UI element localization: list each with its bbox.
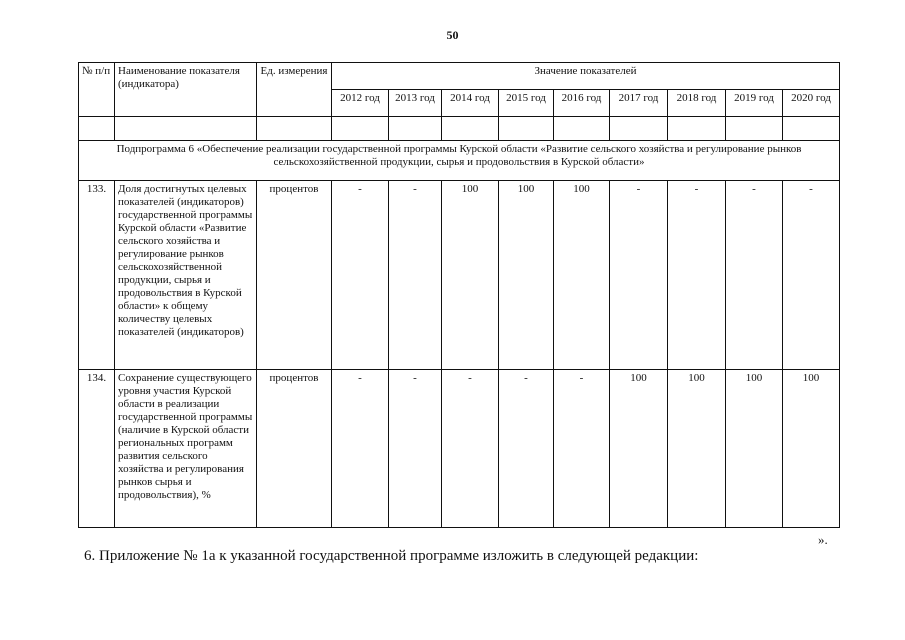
year-header: 2015 год [499,90,554,117]
year-header: 2018 год [668,90,726,117]
empty-cell [726,117,783,141]
page-number: 50 [446,28,459,42]
unit-cell: процентов [257,181,332,370]
subprogram-row [79,141,840,181]
value-cell: - [332,370,389,528]
empty-cell [610,117,668,141]
indicators-table [78,62,840,528]
table-row [79,181,840,370]
value-cell: - [610,181,668,370]
table-row [79,370,840,528]
value-cell: - [499,370,554,528]
col-unit-header: Ед. измерения [257,63,332,117]
col-name-header: Наименование показателя (индикатора) [115,63,257,117]
value-cell: 100 [783,370,840,528]
closing-quote: ». [818,532,828,547]
empty-cell [257,117,332,141]
empty-cell [115,117,257,141]
value-cell: - [554,370,610,528]
year-header: 2017 год [610,90,668,117]
col-num-header: № п/п [79,63,115,117]
subprogram-title: Подпрограмма 6 «Обеспечение реализации государственной программы Курской области «Развитие сельского хозяйства и регулирование рынков сельскохозяйственной продукции, сырья и продовольствия в Курской области» [79,141,840,181]
value-cell: - [332,181,389,370]
year-header: 2019 год [726,90,783,117]
header-row [79,63,840,90]
value-cell: 100 [499,181,554,370]
year-header: 2013 год [389,90,442,117]
year-header: 2014 год [442,90,499,117]
value-cell: - [442,370,499,528]
value-cell: 100 [442,181,499,370]
value-cell: - [726,181,783,370]
empty-cell [554,117,610,141]
value-cell: 100 [554,181,610,370]
row-number: 133. [79,181,115,370]
value-cell: - [783,181,840,370]
unit-cell: процентов [257,370,332,528]
empty-cell [332,117,389,141]
empty-cell [668,117,726,141]
indicator-name: Доля достигнутых целевых показателей (индикаторов) государственной программы Курской области «Развитие сельского хозяйства и регулирование рынков сельскохозяйственной продукции, сырья и продовольствия в Курской области» к общему количеству целевых показателей (индикаторов) [115,181,257,370]
indicator-name: Сохранение существующего уровня участия Курской области в реализации государственной программы (наличие в Курской области региональных программ развития сельского хозяйства и регулирования рынков сырья и продовольствия), % [115,370,257,528]
value-cell: 100 [726,370,783,528]
value-cell: - [389,370,442,528]
empty-row [79,117,840,141]
year-header: 2020 год [783,90,840,117]
empty-cell [79,117,115,141]
value-cell: - [389,181,442,370]
empty-cell [783,117,840,141]
year-header: 2012 год [332,90,389,117]
instruction-paragraph: 6. Приложение № 1а к указанной государственной программе изложить в следующей редакции: [84,548,699,564]
empty-cell [389,117,442,141]
year-header: 2016 год [554,90,610,117]
value-cell: - [668,181,726,370]
values-header: Значение показателей [332,63,840,90]
empty-cell [442,117,499,141]
value-cell: 100 [610,370,668,528]
row-number: 134. [79,370,115,528]
empty-cell [499,117,554,141]
value-cell: 100 [668,370,726,528]
